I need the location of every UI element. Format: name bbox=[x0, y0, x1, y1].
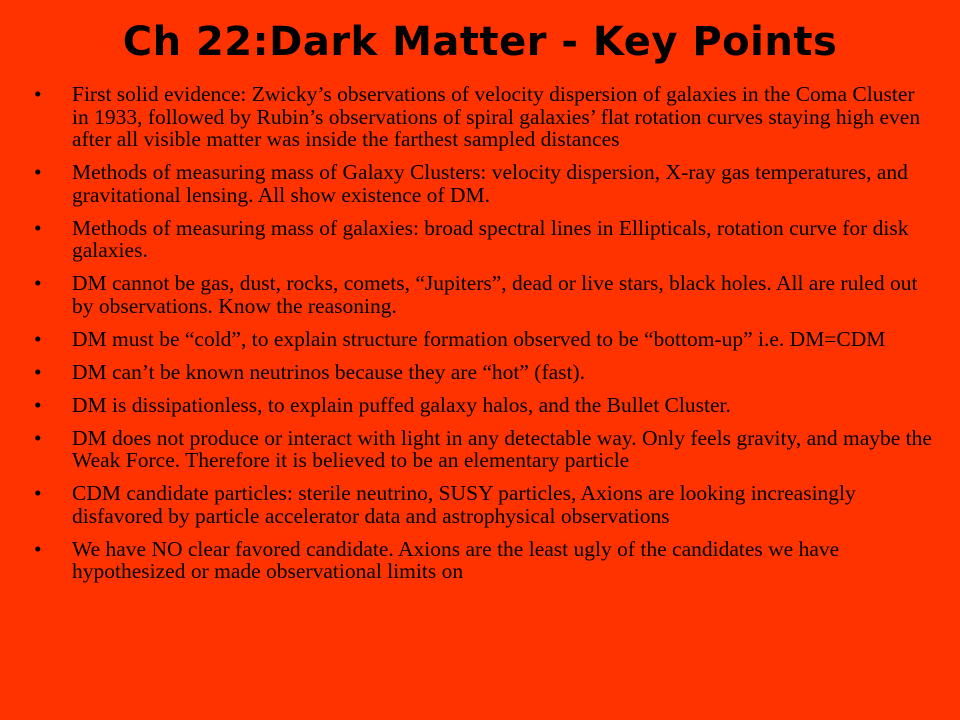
bullet-list bbox=[34, 83, 934, 593]
slide-title: Ch 22:Dark Matter - Key Points bbox=[122, 19, 838, 65]
list-item bbox=[34, 361, 934, 384]
bullet-icon: • bbox=[34, 481, 42, 505]
list-item bbox=[34, 328, 934, 351]
bullet-icon: • bbox=[34, 160, 42, 184]
list-item bbox=[34, 394, 934, 417]
bullet-icon: • bbox=[34, 536, 42, 561]
bullet-text: We have NO clear favored candidate. Axions are the least ugly of the candidates we have hypothesized or made observational limits on bbox=[72, 536, 840, 583]
bullet-text: DM cannot be gas, dust, rocks, comets, “Jupiters”, dead or live stars, black holes. All are ruled out by observations. Know the reasoning. bbox=[72, 271, 918, 318]
bullet-icon: • bbox=[34, 82, 42, 106]
bullet-text: First solid evidence: Zwicky’s observations of velocity dispersion of galaxies in the Coma Cluster in 1933, followed by Rubin’s observations of spiral galaxies’ flat rotation curves staying high even after all visible matter was inside the farthest sampled distances bbox=[72, 82, 921, 151]
list-item bbox=[34, 217, 934, 262]
bullet-icon: • bbox=[34, 392, 42, 417]
bullet-icon: • bbox=[34, 215, 42, 240]
bullet-icon: • bbox=[34, 326, 42, 351]
list-item bbox=[34, 482, 934, 527]
list-item bbox=[34, 83, 934, 151]
list-item bbox=[34, 272, 934, 317]
bullet-text: DM can’t be known neutrinos because they are “hot” (fast). bbox=[72, 359, 586, 384]
bullet-text: DM must be “cold”, to explain structure formation observed to be “bottom-up” i.e. DM=CDM bbox=[72, 326, 886, 351]
bullet-text: Methods of measuring mass of galaxies: broad spectral lines in Ellipticals, rotation curve for disk galaxies. bbox=[72, 215, 909, 262]
bullet-text: DM is dissipationless, to explain puffed galaxy halos, and the Bullet Cluster. bbox=[72, 392, 731, 417]
list-item bbox=[34, 538, 934, 583]
bullet-icon: • bbox=[34, 425, 42, 450]
bullet-icon: • bbox=[34, 359, 42, 384]
bullet-text: CDM candidate particles: sterile neutrino, SUSY particles, Axions are looking increasingly disfavored by particle accelerator data and astrophysical observations bbox=[72, 481, 856, 528]
bullet-text: DM does not produce or interact with light in any detectable way. Only feels gravity, and maybe the Weak Force. Therefore it is believed to be an elementary particle bbox=[72, 425, 932, 472]
bullet-text: Methods of measuring mass of Galaxy Clusters: velocity dispersion, X-ray gas temperatures, and gravitational lensing. All show existence of DM. bbox=[72, 160, 908, 207]
bullet-icon: • bbox=[34, 271, 42, 295]
list-item bbox=[34, 161, 934, 206]
list-item bbox=[34, 427, 934, 472]
